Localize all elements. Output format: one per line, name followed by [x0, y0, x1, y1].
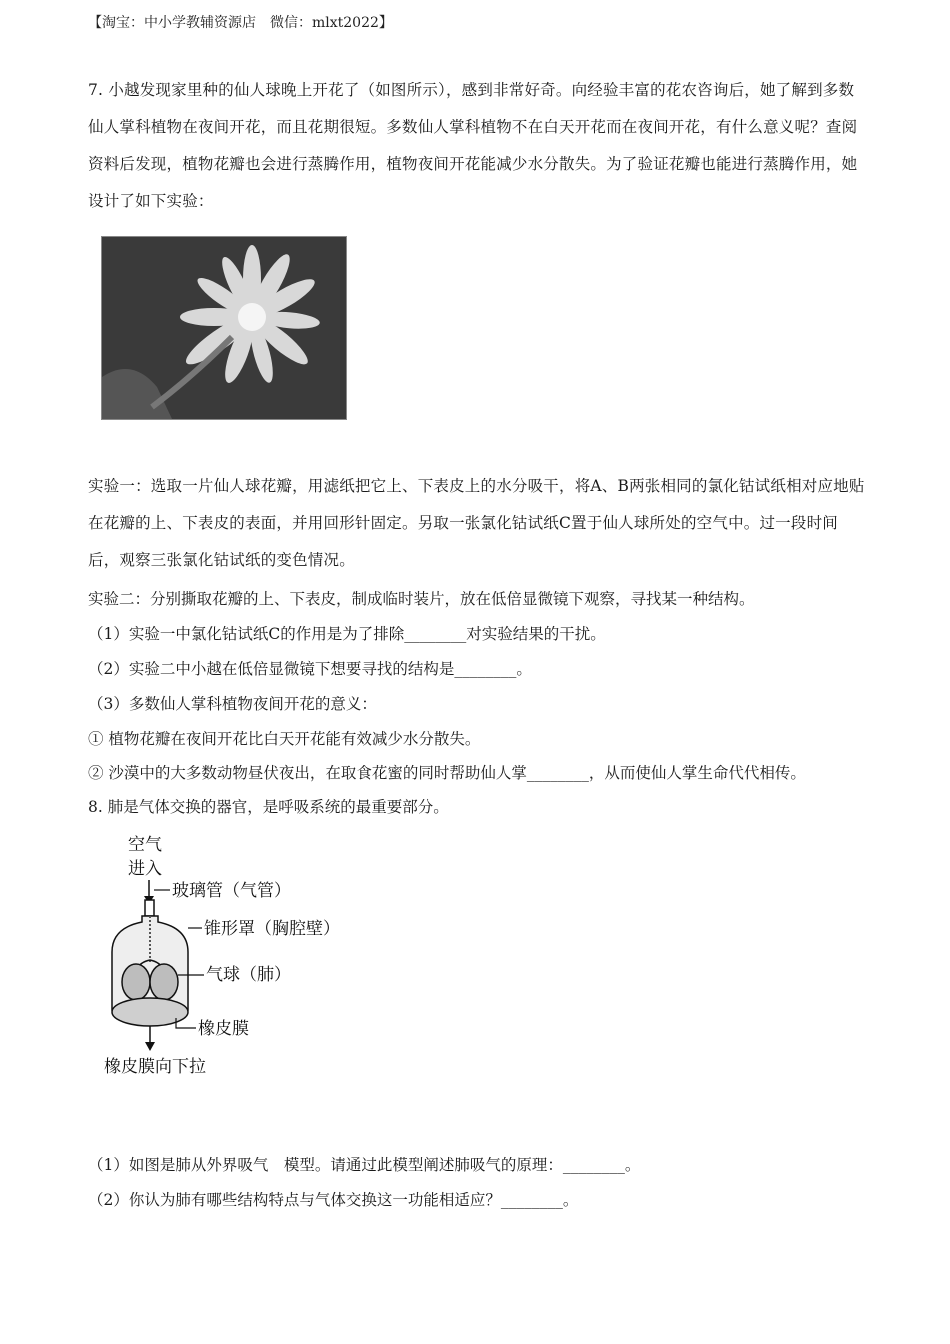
label-air: 空气 [128, 835, 162, 855]
q7-point-2: ② 沙漠中的大多数动物昼伏夜出，在取食花蜜的同时帮助仙人掌________，从而使仙人掌生命代代相传。 [88, 764, 806, 782]
q7-point-1: ① 植物花瓣在夜间开花比白天开花能有效减少水分散失。 [88, 730, 481, 748]
label-bell-jar: 锥形罩（胸腔壁） [204, 919, 340, 939]
q7-sub-question-2: （2）实验二中小越在低倍显微镜下想要寻找的结构是________。 [88, 660, 532, 678]
q7-sub-question-1: （1）实验一中氯化钴试纸C的作用是为了排除________对实验结果的干扰。 [88, 625, 606, 643]
q8-sub-question-2: （2）你认为肺有哪些结构特点与气体交换这一功能相适应？________。 [88, 1191, 579, 1209]
label-membrane: 橡皮膜 [198, 1019, 249, 1039]
q7-experiment-2: 实验二：分别撕取花瓣的上、下表皮，制成临时装片，放在低倍显微镜下观察，寻找某一种结构。 [88, 590, 755, 608]
label-balloon: 气球（肺） [206, 965, 291, 985]
label-glass-tube: 玻璃管（气管） [172, 881, 291, 901]
q8-sub-question-1: （1）如图是肺从外界吸气 模型。请通过此模型阐述肺吸气的原理：________。 [88, 1156, 641, 1174]
watermark-header: 【淘宝：中小学教辅资源店 微信：mlxt2022】 [88, 15, 393, 31]
q7-intro: 7. 小越发现家里种的仙人球晚上开花了（如图所示），感到非常好奇。向经验丰富的花农咨询后，她了解到多数仙人掌科植物在夜间开花，而且花期很短。多数仙人掌科植物不在白天开花而在夜间开花，有什么意义呢？查阅资料后发现，植物花瓣也会进行蒸腾作用，植物夜间开花能减少水分散失。为了验证花瓣也能进行蒸腾作用，她设计了如下实验： [88, 81, 858, 210]
q7-sub-question-3: （3）多数仙人掌科植物夜间开花的意义： [88, 695, 377, 713]
q8-intro: 8. 肺是气体交换的器官，是呼吸系统的最重要部分。 [88, 798, 449, 816]
label-enter: 进入 [128, 859, 162, 879]
lung-model-diagram [100, 832, 360, 1082]
label-pull-down: 橡皮膜向下拉 [104, 1057, 206, 1077]
q7-experiment-1: 实验一：选取一片仙人球花瓣，用滤纸把它上、下表皮上的水分吸干，将A、B两张相同的氯化钴试纸相对应地贴在花瓣的上、下表皮的表面，并用回形针固定。另取一张氯化钴试纸C置于仙人球所处的空气中。过一段时间后，观察三张氯化钴试纸的变色情况。 [88, 477, 865, 569]
cactus-flower-photo [101, 236, 347, 420]
